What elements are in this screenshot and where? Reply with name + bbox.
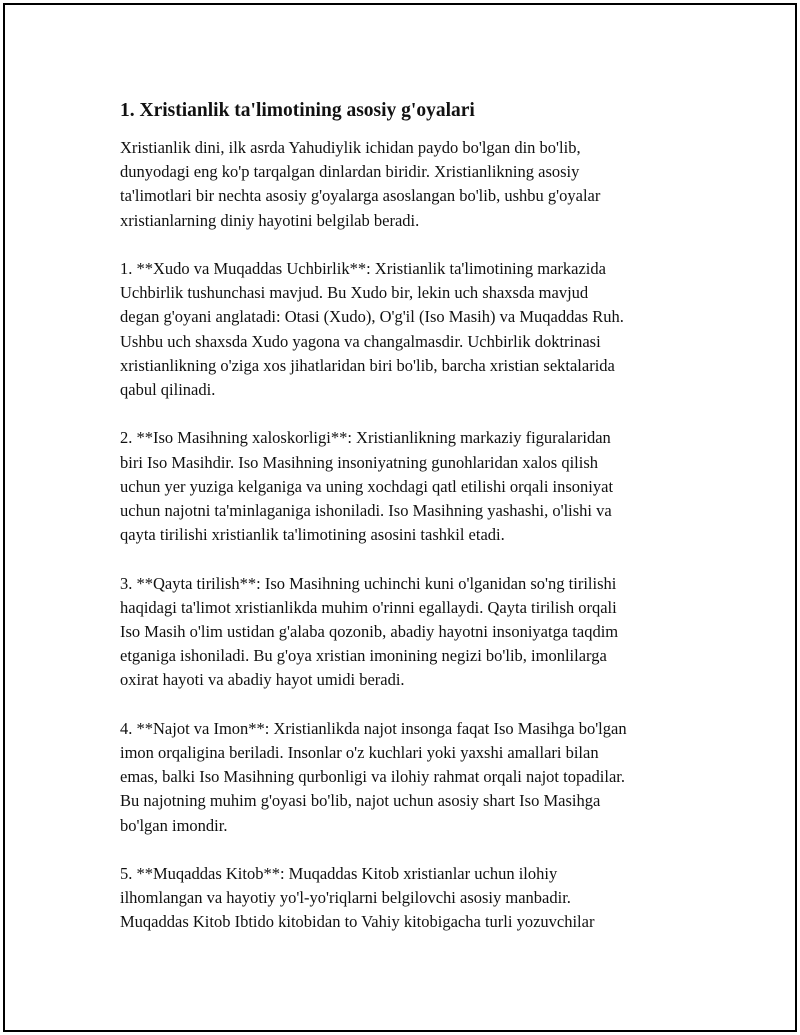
salvation-christ-paragraph [120,426,700,547]
text-line: haqidagi ta'limot xristianlikda muhim o'rinni egallaydi. Qayta tirilish orqali [120,597,617,617]
text-line: uchun najotni ta'minlaganiga ishoniladi. Iso Masihning yashashi, o'lishi va [120,501,612,521]
text-line: xristianlikning o'ziga xos jihatlaridan biri bo'lib, barcha xristian sektalarida [120,355,615,375]
text-line: bo'lgan imondir. [120,815,228,835]
text-line: emas, balki Iso Masihning qurbonligi va ilohiy rahmat orqali najot topadilar. [120,767,625,787]
text-line: Xristianlik dini, ilk asrda Yahudiylik ichidan paydo bo'lgan din bo'lib, [120,138,581,157]
text-line: Uchbirlik tushunchasi mavjud. Bu Xudo bir, lekin uch shaxsda mavjud [120,283,589,303]
text-line: biri Iso Masihdir. Iso Masihning insoniyatning gunohlaridan xalos qilish [120,452,599,472]
text-line: etganiga ishoniladi. Bu g'oya xristian imonining negizi bo'lib, imonlilarga [120,646,607,666]
text-line: Muqaddas Kitob Ibtido kitobidan to Vahiy kitobigacha turli yozuvchilar [120,912,595,932]
text-line: 3. **Qayta tirilish**: Iso Masihning uchinchi kuni o'lganidan so'ng tirilishi [120,573,617,593]
text-line: 2. **Iso Masihning xaloskorligi**: Xristianlikning markaziy figuralaridan [120,428,611,448]
text-line: xristianlarning diniy hayotini belgilab beradi. [120,210,420,230]
intro-paragraph [120,136,700,233]
text-line: ilhomlangan va hayotiy yo'l-yo'riqlarni belgilovchi asosiy manbadir. [120,888,571,908]
text-line: dunyodagi eng ko'p tarqalgan dinlardan biridir. Xristianlikning asosiy [120,162,580,182]
text-line: ta'limotlari bir nechta asosiy g'oyalarga asoslangan bo'lib, ushbu g'oyalar [120,186,601,206]
page-frame [3,3,797,1032]
text-line: 1. **Xudo va Muqaddas Uchbirlik**: Xristianlik ta'limotining markazida [120,259,606,278]
text-line: 5. **Muqaddas Kitob**: Muqaddas Kitob xristianlar uchun ilohiy [120,864,558,884]
text-line: Iso Masih o'lim ustidan g'alaba qozonib, abadiy hayotni insoniyatga taqdim [120,622,619,642]
scripture-paragraph [120,862,700,935]
text-line: 4. **Najot va Imon**: Xristianlikda najot insonga faqat Iso Masihga bo'lgan [120,718,627,738]
text-line: imon orqaligina beriladi. Insonlar o'z kuchlari yoki yaxshi amallari bilan [120,743,599,763]
salvation-faith-paragraph [120,717,700,838]
text-line: qayta tirilishi xristianlik ta'limotining asosini tashkil etadi. [120,525,505,545]
section-heading: 1. Xristianlik ta'limotining asosiy g'oyalari [120,100,475,121]
text-line: degan g'oyani anglatadi: Otasi (Xudo), O'g'il (Iso Masih) va Muqaddas Ruh. [120,307,624,327]
trinity-paragraph [120,257,700,402]
text-line: oxirat hayoti va abadiy hayot umidi beradi. [120,670,405,690]
document-body [120,99,700,959]
resurrection-paragraph [120,572,700,693]
text-line: Ushbu uch shaxsda Xudo yagona va changalmasdir. Uchbirlik doktrinasi [120,331,601,351]
text-line: Bu najotning muhim g'oyasi bo'lib, najot uchun asosiy shart Iso Masihga [120,791,601,811]
text-line: qabul qilinadi. [120,380,216,400]
text-line: uchun yer yuziga kelganiga va uning xochdagi qatl etilishi orqali insoniyat [120,476,614,496]
